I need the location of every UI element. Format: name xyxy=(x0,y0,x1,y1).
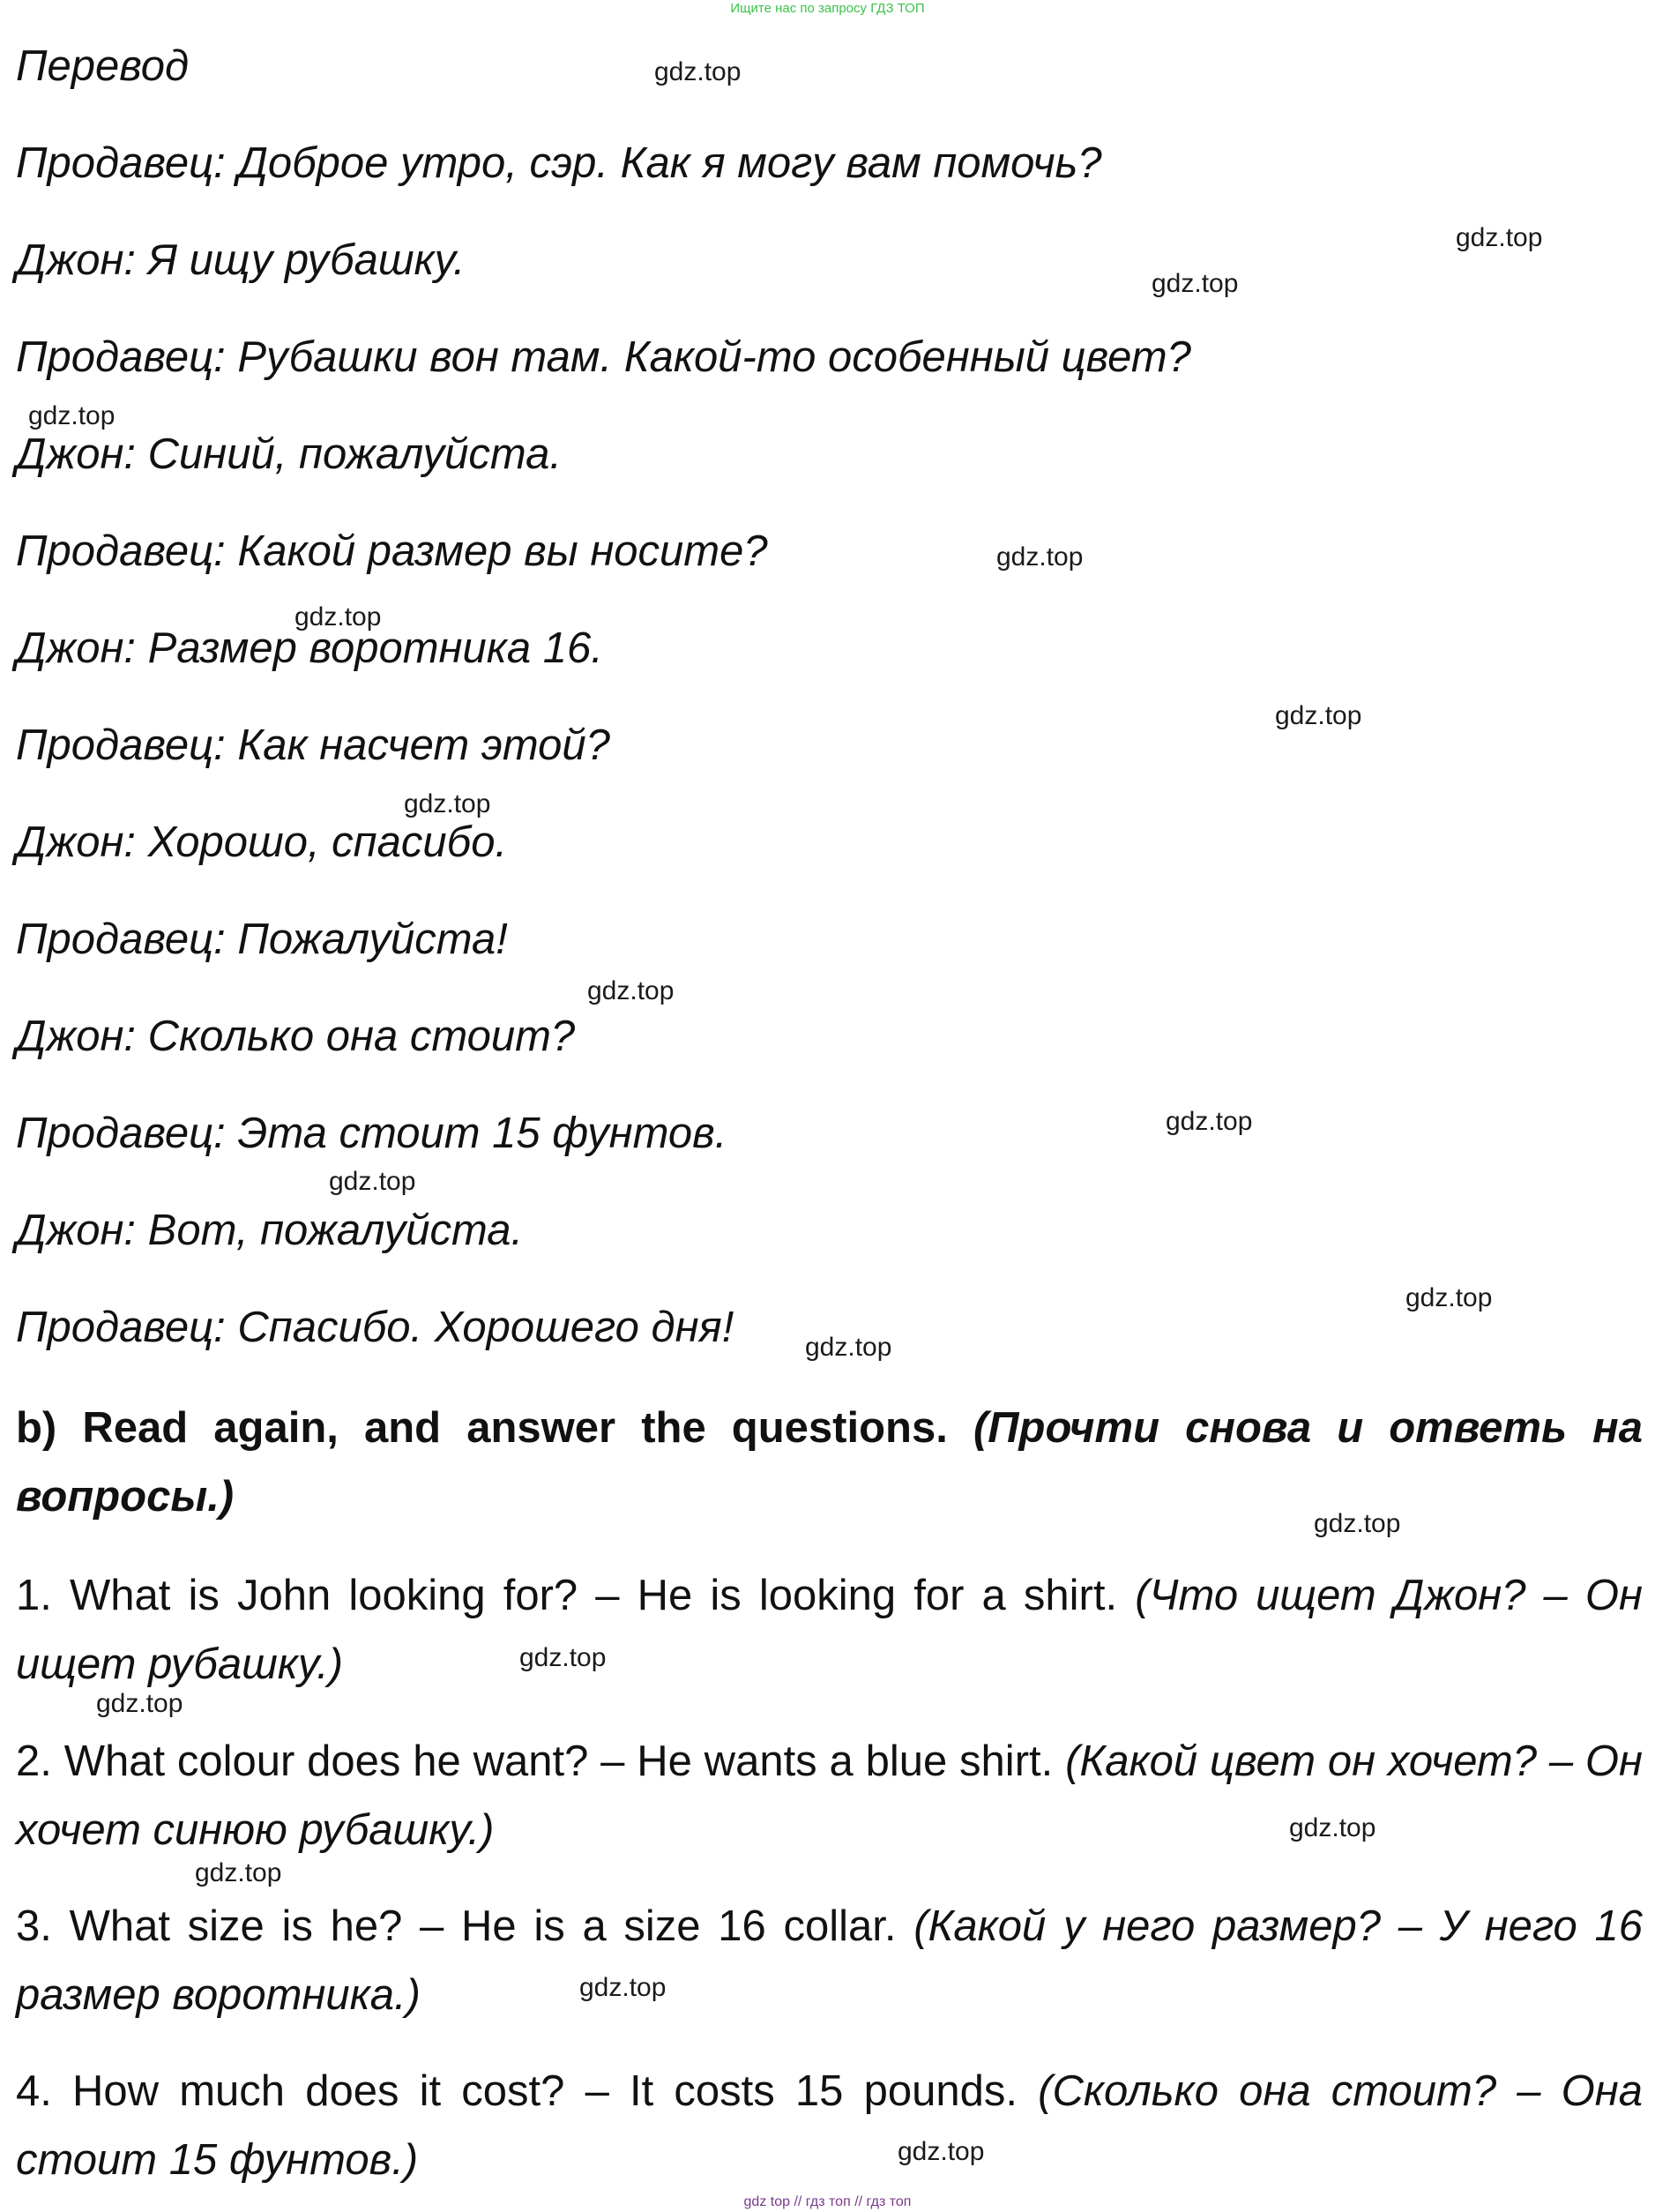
dialogue-line: Продавец: Рубашки вон там. Какой-то особенный цвет? xyxy=(16,333,1191,381)
watermark: gdz.top xyxy=(519,1643,607,1672)
answer-english: 2. What colour does he want? – He wants a blue shirt. xyxy=(16,1737,1054,1785)
watermark: gdz.top xyxy=(329,1167,416,1196)
dialogue-line: Продавец: Доброе утро, сэр. Как я могу вам помочь? xyxy=(16,139,1102,187)
task-label: b) Read again, and answer the questions. xyxy=(16,1404,948,1452)
watermark: gdz.top xyxy=(579,1973,667,2002)
page-heading: Перевод xyxy=(16,42,190,90)
answer-russian: (Какой у него размер? – У него 16 размер воротника.) xyxy=(16,1902,1643,2019)
watermark: gdz.top xyxy=(404,789,491,818)
answer-english: 3. What size is he? – He is a size 16 collar. xyxy=(16,1902,897,1950)
watermark: gdz.top xyxy=(1314,1509,1401,1538)
dialogue-line: Продавец: Эта стоит 15 фунтов. xyxy=(16,1110,727,1157)
watermark: gdz.top xyxy=(898,2137,985,2166)
answer-english: 1. What is John looking for? – He is looking for a shirt. xyxy=(16,1572,1118,1619)
dialogue-line: Джон: Сколько она стоит? xyxy=(16,1013,576,1060)
watermark: gdz.top xyxy=(805,1333,892,1362)
dialogue-line: Джон: Хорошо, спасибо. xyxy=(16,818,508,866)
watermark: gdz.top xyxy=(587,976,675,1005)
watermark: gdz.top xyxy=(654,57,742,86)
watermark: gdz.top xyxy=(195,1858,282,1887)
watermark: gdz.top xyxy=(28,401,116,430)
dialogue-line: Продавец: Пожалуйста! xyxy=(16,915,508,963)
top-banner: Ищите нас по запросу ГДЗ ТОП xyxy=(730,1,925,16)
dialogue-line: Продавец: Спасибо. Хорошего дня! xyxy=(16,1304,734,1351)
watermark: gdz.top xyxy=(1152,269,1239,298)
watermark: gdz.top xyxy=(96,1689,183,1718)
answer-item xyxy=(16,1727,1643,1865)
dialogue-line: Джон: Я ищу рубашку. xyxy=(16,236,466,284)
dialogue-line: Джон: Размер воротника 16. xyxy=(16,624,603,672)
answer-russian: (Какой цвет он хочет? – Он хочет синюю рубашку.) xyxy=(16,1737,1643,1854)
task-translation: (Прочти снова и ответь на вопросы.) xyxy=(16,1404,1643,1521)
watermark: gdz.top xyxy=(1289,1813,1376,1842)
answer-item xyxy=(16,2057,1643,2194)
watermark: gdz.top xyxy=(294,602,382,631)
answer-russian: (Сколько она стоит? – Она стоит 15 фунтов.) xyxy=(16,2067,1643,2184)
answer-item xyxy=(16,1561,1643,1699)
answer-item xyxy=(16,1892,1643,2029)
answer-russian: (Что ищет Джон? – Он ищет рубашку.) xyxy=(16,1572,1643,1688)
dialogue-line: Продавец: Какой размер вы носите? xyxy=(16,527,768,575)
dialogue-line: Джон: Синий, пожалуйста. xyxy=(16,430,563,478)
watermark: gdz.top xyxy=(1166,1107,1253,1136)
watermark: gdz.top xyxy=(996,542,1084,572)
watermark: gdz.top xyxy=(1275,701,1362,730)
dialogue-line: Продавец: Как насчет этой? xyxy=(16,721,610,769)
footer: gdz top // гдз топ // гдз топ xyxy=(743,2194,912,2209)
watermark: gdz.top xyxy=(1405,1283,1493,1312)
answer-english: 4. How much does it cost? – It costs 15 pounds. xyxy=(16,2067,1018,2115)
dialogue-line: Джон: Вот, пожалуйста. xyxy=(16,1207,524,1254)
watermark: gdz.top xyxy=(1456,223,1543,252)
